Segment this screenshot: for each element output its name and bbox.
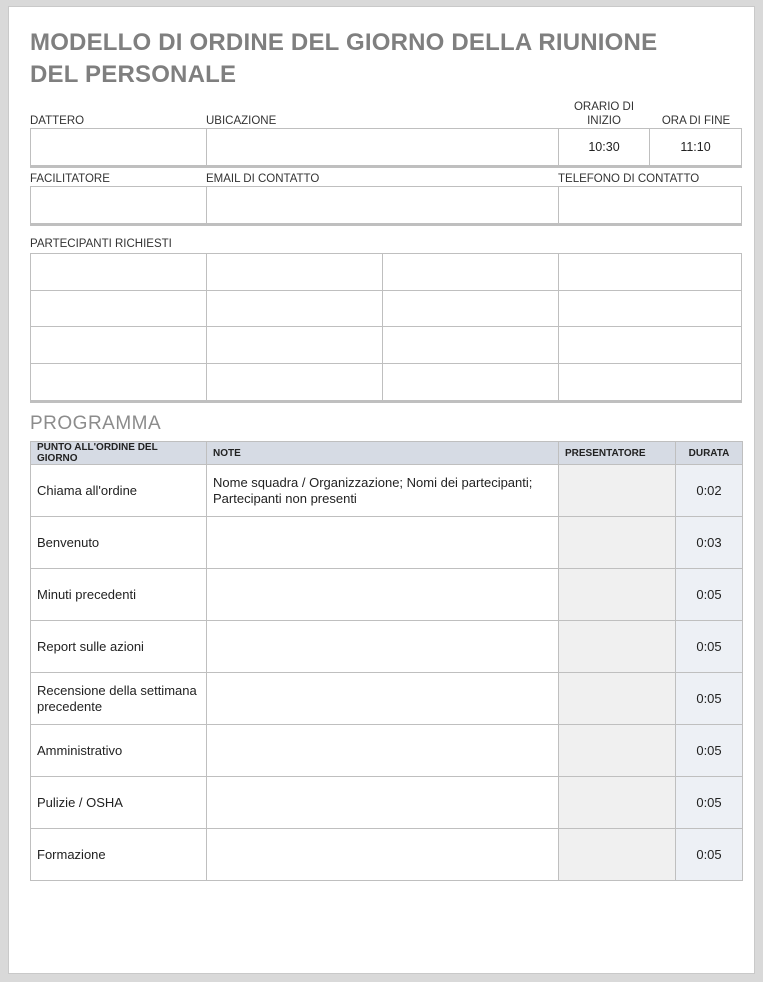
participants-row — [31, 364, 741, 401]
duration-header: DURATA — [676, 442, 743, 465]
participant-cell[interactable] — [559, 254, 741, 290]
agenda-section-title: PROGRAMMA — [30, 413, 162, 434]
notes-cell[interactable] — [207, 569, 559, 621]
document-page — [8, 6, 755, 974]
presenter-cell[interactable] — [559, 517, 676, 569]
meeting-info-row — [30, 128, 742, 168]
participant-cell[interactable] — [31, 254, 207, 290]
participant-cell[interactable] — [207, 254, 383, 290]
agenda-item-cell[interactable]: Benvenuto — [31, 517, 207, 569]
agenda-item-cell[interactable]: Formazione — [31, 829, 207, 881]
presenter-cell[interactable] — [559, 829, 676, 881]
presenter-cell[interactable] — [559, 725, 676, 777]
date-label: DATTERO — [30, 115, 85, 127]
duration-cell[interactable]: 0:05 — [676, 725, 743, 777]
facilitator-field[interactable] — [31, 187, 207, 223]
participants-grid — [30, 253, 742, 403]
table-row — [31, 621, 743, 673]
agenda-item-cell[interactable]: Minuti precedenti — [31, 569, 207, 621]
duration-cell[interactable]: 0:02 — [676, 465, 743, 517]
participant-cell[interactable] — [383, 291, 559, 327]
agenda-item-header: PUNTO ALL'ORDINE DEL GIORNO — [31, 442, 207, 465]
table-row — [31, 673, 743, 725]
start-time-label: ORARIO DI INIZIO — [573, 101, 635, 127]
duration-cell[interactable]: 0:03 — [676, 517, 743, 569]
duration-cell[interactable]: 0:05 — [676, 621, 743, 673]
end-time-label: ORA DI FINE — [661, 115, 731, 127]
participants-row — [31, 291, 741, 328]
participant-cell[interactable] — [31, 291, 207, 327]
notes-cell[interactable] — [207, 517, 559, 569]
presenter-cell[interactable] — [559, 465, 676, 517]
agenda-table — [30, 441, 743, 881]
participant-cell[interactable] — [207, 327, 383, 363]
date-field[interactable] — [31, 129, 207, 165]
notes-cell[interactable] — [207, 673, 559, 725]
table-row — [31, 725, 743, 777]
presenter-cell[interactable] — [559, 621, 676, 673]
agenda-item-cell[interactable]: Report sulle azioni — [31, 621, 207, 673]
agenda-item-cell[interactable]: Recensione della settimana precedente — [31, 673, 207, 725]
participant-cell[interactable] — [31, 327, 207, 363]
participant-cell[interactable] — [559, 364, 741, 401]
location-field[interactable] — [207, 129, 559, 165]
participant-cell[interactable] — [383, 254, 559, 290]
agenda-item-cell[interactable]: Pulizie / OSHA — [31, 777, 207, 829]
participants-row — [31, 327, 741, 364]
duration-cell[interactable]: 0:05 — [676, 829, 743, 881]
presenter-cell[interactable] — [559, 569, 676, 621]
agenda-item-cell[interactable]: Chiama all'ordine — [31, 465, 207, 517]
table-row — [31, 517, 743, 569]
table-row — [31, 569, 743, 621]
participant-cell[interactable] — [559, 327, 741, 363]
location-label: UBICAZIONE — [206, 115, 277, 127]
participant-cell[interactable] — [207, 364, 383, 401]
email-field[interactable] — [207, 187, 559, 223]
email-label: EMAIL DI CONTATTO — [206, 173, 320, 185]
agenda-header-row — [31, 442, 743, 465]
presenter-header: PRESENTATORE — [559, 442, 676, 465]
notes-cell[interactable] — [207, 621, 559, 673]
duration-cell[interactable]: 0:05 — [676, 673, 743, 725]
phone-field[interactable] — [559, 187, 741, 223]
participant-cell[interactable] — [31, 364, 207, 401]
facilitator-label: FACILITATORE — [30, 173, 110, 185]
duration-cell[interactable]: 0:05 — [676, 569, 743, 621]
table-row — [31, 465, 743, 517]
notes-cell[interactable]: Nome squadra / Organizzazione; Nomi dei partecipanti; Partecipanti non presenti — [207, 465, 559, 517]
participant-cell[interactable] — [383, 364, 559, 401]
page-title: MODELLO DI ORDINE DEL GIORNO DELLA RIUNIONE DEL PERSONALE — [30, 29, 658, 88]
notes-cell[interactable] — [207, 829, 559, 881]
presenter-cell[interactable] — [559, 673, 676, 725]
participants-row — [31, 254, 741, 291]
end-time-field[interactable]: 11:10 — [680, 140, 711, 154]
notes-cell[interactable] — [207, 725, 559, 777]
presenter-cell[interactable] — [559, 777, 676, 829]
contact-row — [30, 186, 742, 226]
participant-cell[interactable] — [383, 327, 559, 363]
agenda-item-cell[interactable]: Amministrativo — [31, 725, 207, 777]
table-row — [31, 777, 743, 829]
start-time-field[interactable]: 10:30 — [559, 129, 650, 165]
participant-cell[interactable] — [559, 291, 741, 327]
duration-cell[interactable]: 0:05 — [676, 777, 743, 829]
phone-label: TELEFONO DI CONTATTO — [558, 173, 700, 185]
notes-cell[interactable] — [207, 777, 559, 829]
participant-cell[interactable] — [207, 291, 383, 327]
notes-header: NOTE — [207, 442, 559, 465]
participants-label: PARTECIPANTI RICHIESTI — [30, 238, 172, 250]
table-row — [31, 829, 743, 881]
